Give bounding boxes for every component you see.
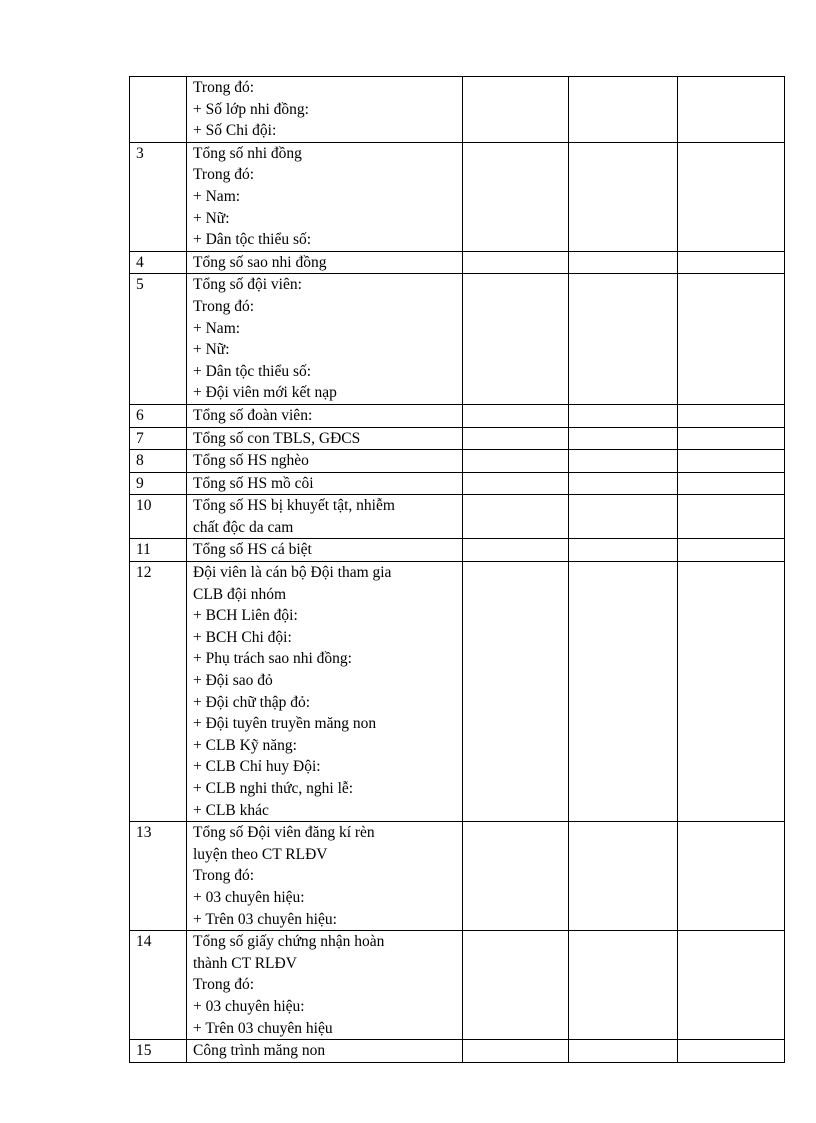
table-row xyxy=(130,251,785,274)
content-line: + Dân tộc thiểu số: xyxy=(193,362,312,380)
content-line: Tổng số HS mồ côi xyxy=(193,474,314,492)
value-cell-3[interactable] xyxy=(678,539,785,562)
content-line: + BCH Liên đội: xyxy=(193,607,298,625)
content-line: + BCH Chi đội: xyxy=(193,628,292,646)
value-cell-1[interactable] xyxy=(463,495,569,539)
row-content xyxy=(187,142,463,251)
value-cell-2[interactable] xyxy=(569,251,678,274)
value-cell-3[interactable] xyxy=(678,427,785,450)
value-cell-3[interactable] xyxy=(678,251,785,274)
value-cell-3[interactable] xyxy=(678,495,785,539)
row-content xyxy=(187,427,463,450)
content-line: thành CT RLĐV xyxy=(193,954,297,972)
content-line: Tổng số sao nhi đồng xyxy=(193,253,327,271)
table-row xyxy=(130,539,785,562)
value-cell-1[interactable] xyxy=(463,539,569,562)
content-line: + Đội chữ thập đỏ: xyxy=(193,693,311,711)
row-content xyxy=(187,404,463,427)
table-row xyxy=(130,931,785,1040)
value-cell-1[interactable] xyxy=(463,142,569,251)
table-row xyxy=(130,472,785,495)
row-content xyxy=(187,562,463,822)
content-line: + CLB Chỉ huy Đội: xyxy=(193,758,321,776)
row-number: 3 xyxy=(130,142,187,251)
content-line: Tổng số đội viên: xyxy=(193,276,302,294)
content-line: Tổng số nhi đồng xyxy=(193,144,302,162)
value-cell-2[interactable] xyxy=(569,1040,678,1063)
content-line: Tổng số HS nghèo xyxy=(193,452,309,470)
content-line: Trong đó: xyxy=(193,166,255,184)
row-content xyxy=(187,472,463,495)
row-content xyxy=(187,931,463,1040)
table-row xyxy=(130,822,785,931)
statistics-table-body xyxy=(130,77,785,1063)
row-number: 12 xyxy=(130,562,187,822)
row-number xyxy=(130,77,187,143)
value-cell-2[interactable] xyxy=(569,450,678,473)
value-cell-3[interactable] xyxy=(678,142,785,251)
value-cell-2[interactable] xyxy=(569,77,678,143)
content-line: + Số lớp nhi đồng: xyxy=(193,100,309,118)
value-cell-2[interactable] xyxy=(569,539,678,562)
table-row xyxy=(130,1040,785,1063)
content-line: + Số Chi đội: xyxy=(193,122,277,140)
row-content xyxy=(187,274,463,405)
value-cell-2[interactable] xyxy=(569,472,678,495)
content-line: + Nam: xyxy=(193,319,241,337)
value-cell-1[interactable] xyxy=(463,931,569,1040)
content-line: chất độc da cam xyxy=(193,518,294,536)
content-line: Tổng số giấy chứng nhận hoàn xyxy=(193,933,385,951)
value-cell-1[interactable] xyxy=(463,251,569,274)
value-cell-3[interactable] xyxy=(678,472,785,495)
value-cell-1[interactable] xyxy=(463,822,569,931)
table-row xyxy=(130,274,785,405)
value-cell-2[interactable] xyxy=(569,427,678,450)
content-line: + CLB Kỹ năng: xyxy=(193,736,297,754)
value-cell-1[interactable] xyxy=(463,77,569,143)
value-cell-3[interactable] xyxy=(678,822,785,931)
row-number: 10 xyxy=(130,495,187,539)
value-cell-1[interactable] xyxy=(463,562,569,822)
value-cell-2[interactable] xyxy=(569,931,678,1040)
row-number: 15 xyxy=(130,1040,187,1063)
value-cell-3[interactable] xyxy=(678,404,785,427)
value-cell-2[interactable] xyxy=(569,562,678,822)
content-line: + Nữ: xyxy=(193,341,230,359)
value-cell-1[interactable] xyxy=(463,274,569,405)
value-cell-3[interactable] xyxy=(678,450,785,473)
content-line: luyện theo CT RLĐV xyxy=(193,845,328,863)
table-row xyxy=(130,495,785,539)
content-line: Công trình măng non xyxy=(193,1042,326,1060)
content-line: + Dân tộc thiểu số: xyxy=(193,231,312,249)
row-content xyxy=(187,450,463,473)
row-number: 7 xyxy=(130,427,187,450)
value-cell-3[interactable] xyxy=(678,274,785,405)
content-line: + Đội tuyên truyền măng non xyxy=(193,715,377,733)
value-cell-2[interactable] xyxy=(569,274,678,405)
table-row xyxy=(130,77,785,143)
value-cell-1[interactable] xyxy=(463,404,569,427)
value-cell-1[interactable] xyxy=(463,427,569,450)
content-line: Trong đó: xyxy=(193,867,255,885)
value-cell-2[interactable] xyxy=(569,142,678,251)
row-content xyxy=(187,539,463,562)
content-line: Tổng số con TBLS, GĐCS xyxy=(193,429,361,447)
table-row xyxy=(130,450,785,473)
row-content xyxy=(187,495,463,539)
table-row xyxy=(130,142,785,251)
row-content xyxy=(187,251,463,274)
content-line: Trong đó: xyxy=(193,976,255,994)
value-cell-3[interactable] xyxy=(678,1040,785,1063)
row-number: 13 xyxy=(130,822,187,931)
value-cell-3[interactable] xyxy=(678,931,785,1040)
row-number: 4 xyxy=(130,251,187,274)
content-line: Tổng số Đội viên đăng kí rèn xyxy=(193,824,375,842)
statistics-table xyxy=(129,76,785,1063)
content-line: Đội viên là cán bộ Đội tham gia xyxy=(193,564,392,582)
value-cell-3[interactable] xyxy=(678,77,785,143)
row-content xyxy=(187,822,463,931)
content-line: + Đội sao đỏ xyxy=(193,672,273,690)
table-row xyxy=(130,427,785,450)
content-line: CLB đội nhóm xyxy=(193,585,287,603)
value-cell-1[interactable] xyxy=(463,450,569,473)
content-line: + Nữ: xyxy=(193,209,230,227)
row-content xyxy=(187,77,463,143)
table-row xyxy=(130,404,785,427)
value-cell-1[interactable] xyxy=(463,472,569,495)
row-content xyxy=(187,1040,463,1063)
content-line: + 03 chuyên hiệu: xyxy=(193,997,305,1015)
content-line: + Trên 03 chuyên hiệu: xyxy=(193,910,337,928)
table-row xyxy=(130,562,785,822)
value-cell-1[interactable] xyxy=(463,1040,569,1063)
content-line: + Đội viên mới kết nạp xyxy=(193,384,337,402)
row-number: 5 xyxy=(130,274,187,405)
content-line: + 03 chuyên hiệu: xyxy=(193,888,305,906)
row-number: 6 xyxy=(130,404,187,427)
content-line: Tổng số đoàn viên: xyxy=(193,406,313,424)
content-line: Tổng số HS cá biệt xyxy=(193,541,312,559)
content-line: Trong đó: xyxy=(193,297,255,315)
content-line: + Trên 03 chuyên hiệu xyxy=(193,1019,333,1037)
content-line: + CLB khác xyxy=(193,801,269,819)
row-number: 14 xyxy=(130,931,187,1040)
value-cell-2[interactable] xyxy=(569,495,678,539)
value-cell-2[interactable] xyxy=(569,404,678,427)
content-line: + Nam: xyxy=(193,187,241,205)
row-number: 11 xyxy=(130,539,187,562)
row-number: 9 xyxy=(130,472,187,495)
content-line: + Phụ trách sao nhi đồng: xyxy=(193,650,352,668)
content-line: Trong đó: xyxy=(193,79,255,96)
value-cell-3[interactable] xyxy=(678,562,785,822)
row-number: 8 xyxy=(130,450,187,473)
content-line: Tổng số HS bị khuyết tật, nhiễm xyxy=(193,497,395,515)
content-line: + CLB nghi thức, nghi lễ: xyxy=(193,780,354,797)
value-cell-2[interactable] xyxy=(569,822,678,931)
